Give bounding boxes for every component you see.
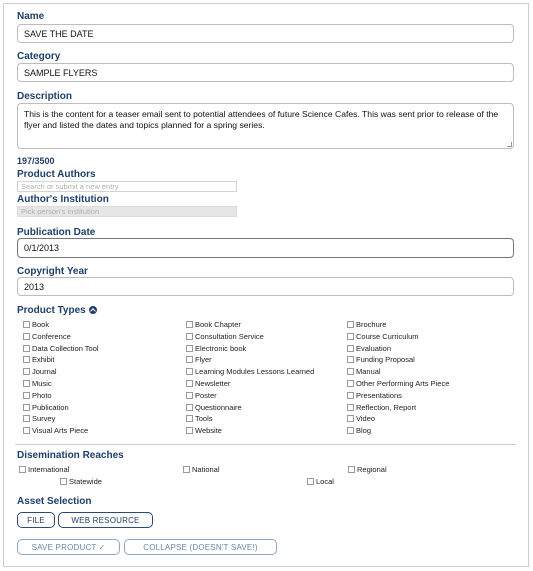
asset-selection-label: Asset Selection: [17, 496, 92, 507]
name-value: SAVE THE DATE: [24, 28, 94, 39]
product-type-checkbox[interactable]: [23, 403, 69, 412]
checkbox-icon[interactable]: [347, 427, 354, 434]
collapse-button[interactable]: [124, 539, 277, 555]
product-type-checkbox[interactable]: [186, 320, 241, 329]
dissemination-checkbox[interactable]: [19, 465, 69, 474]
checkbox-icon[interactable]: [186, 380, 193, 387]
dissemination-label: International: [28, 465, 70, 474]
product-type-checkbox[interactable]: [347, 320, 386, 329]
collapse-label: COLLAPSE (DOESN'T SAVE!): [143, 542, 258, 552]
product-type-checkbox[interactable]: [347, 391, 402, 400]
institution-label: Author's Institution: [17, 194, 109, 205]
product-type-checkbox[interactable]: [347, 344, 391, 353]
checkbox-icon[interactable]: [347, 345, 354, 352]
product-type-label: Survey: [32, 414, 56, 424]
checkbox-icon[interactable]: [23, 356, 30, 363]
product-type-checkbox[interactable]: [186, 355, 212, 364]
product-type-checkbox[interactable]: [23, 344, 99, 353]
checkbox-icon[interactable]: [19, 466, 26, 473]
web-resource-button[interactable]: [58, 512, 153, 528]
product-type-checkbox[interactable]: [23, 320, 49, 329]
product-type-label: Newsletter: [195, 379, 231, 388]
checkbox-icon[interactable]: [186, 427, 193, 434]
product-type-checkbox[interactable]: [186, 426, 222, 435]
checkbox-icon[interactable]: [23, 333, 30, 340]
product-type-label: Brochure: [356, 320, 387, 329]
product-type-label: Publication: [32, 402, 69, 412]
dissemination-checkbox[interactable]: [348, 465, 387, 474]
product-type-label: Reflection, Report: [356, 402, 417, 412]
checkbox-icon[interactable]: [23, 392, 30, 399]
product-type-checkbox[interactable]: [23, 367, 57, 376]
checkbox-icon[interactable]: [347, 321, 354, 328]
checkbox-icon[interactable]: [347, 368, 354, 375]
checkbox-icon[interactable]: [307, 478, 314, 485]
product-type-label: Electronic book: [195, 343, 247, 353]
copyright-year-field[interactable]: [17, 277, 514, 296]
checkbox-icon[interactable]: [183, 466, 190, 473]
dissemination-label: Disemination Reaches: [17, 450, 124, 461]
product-type-checkbox[interactable]: [23, 414, 55, 423]
dissemination-checkbox[interactable]: [183, 465, 220, 474]
dissemination-label: Statewide: [69, 477, 102, 486]
product-type-checkbox[interactable]: [23, 391, 52, 400]
product-type-label: Consultation Service: [195, 331, 264, 341]
product-types-label: [17, 305, 97, 316]
dissemination-label: Regional: [357, 465, 387, 474]
product-type-label: Photo: [32, 390, 52, 400]
dissemination-label: National: [192, 465, 220, 474]
product-type-label: Other Performing Arts Piece: [356, 379, 450, 388]
copyright-year-value: 2013: [24, 281, 45, 292]
authors-placeholder: Search or submit a new entry: [21, 182, 119, 191]
product-type-checkbox[interactable]: [186, 332, 264, 341]
checkbox-icon[interactable]: [186, 392, 193, 399]
institution-placeholder: Pick person's institution: [21, 207, 100, 216]
collapse-chevron-icon[interactable]: [89, 306, 97, 314]
authors-input[interactable]: [17, 181, 237, 192]
file-button[interactable]: [17, 512, 55, 528]
product-type-label: Book Chapter: [195, 320, 241, 329]
checkbox-icon[interactable]: [23, 404, 30, 411]
checkbox-icon[interactable]: [347, 404, 354, 411]
product-type-checkbox[interactable]: [347, 379, 449, 388]
product-type-checkbox[interactable]: [186, 379, 230, 388]
product-type-checkbox[interactable]: [23, 355, 55, 364]
description-field[interactable]: [17, 103, 514, 149]
divider: [15, 444, 516, 445]
product-type-label: Book: [32, 320, 50, 329]
save-product-button[interactable]: [17, 539, 120, 555]
checkbox-icon[interactable]: [186, 415, 193, 422]
product-type-label: Learning Modules Lessons Learned: [195, 367, 315, 377]
description-label: Description: [17, 91, 73, 102]
product-type-label: Funding Proposal: [356, 355, 415, 365]
checkbox-icon[interactable]: [348, 466, 355, 473]
web-resource-button-label: WEB RESOURCE: [71, 515, 140, 525]
product-type-checkbox[interactable]: [23, 332, 71, 341]
checkbox-icon[interactable]: [60, 478, 67, 485]
category-label: Category: [17, 51, 61, 62]
product-type-label: Questionnaire: [195, 402, 242, 412]
product-type-checkbox[interactable]: [347, 367, 381, 376]
checkbox-icon[interactable]: [186, 333, 193, 340]
publication-date-field[interactable]: [17, 238, 514, 258]
product-type-checkbox[interactable]: [186, 391, 217, 400]
product-type-checkbox[interactable]: [186, 414, 213, 423]
checkbox-icon[interactable]: [347, 392, 354, 399]
dissemination-checkbox[interactable]: [60, 477, 102, 486]
product-type-checkbox[interactable]: [186, 344, 246, 353]
product-type-label: Conference: [32, 331, 71, 341]
product-type-label: Evaluation: [356, 343, 392, 353]
description-value: This is the content for a teaser email sent to potential attendees of future Science Cafes. This was sent prior to release of the flyer and listed the dates and topics planned for a spring series.: [24, 109, 499, 130]
product-type-label: Course Curriculum: [356, 331, 419, 341]
checkbox-icon[interactable]: [347, 333, 354, 340]
checkbox-icon[interactable]: [23, 380, 30, 387]
checkbox-icon[interactable]: [347, 380, 354, 387]
product-type-label: Music: [32, 379, 52, 388]
authors-label: Product Authors: [17, 169, 96, 180]
product-type-checkbox[interactable]: [347, 414, 375, 423]
product-type-label: Website: [195, 426, 222, 436]
product-type-label: Blog: [356, 426, 372, 436]
checkbox-icon[interactable]: [186, 321, 193, 328]
dissemination-checkbox[interactable]: [307, 477, 334, 486]
product-type-label: Visual Arts Piece: [32, 426, 89, 436]
product-type-label: Journal: [32, 367, 57, 377]
product-type-label: Poster: [195, 390, 217, 400]
checkbox-icon[interactable]: [186, 368, 193, 375]
institution-select[interactable]: [17, 206, 237, 217]
checkbox-icon[interactable]: [23, 368, 30, 375]
resize-handle-icon[interactable]: [507, 142, 512, 147]
save-product-label: SAVE PRODUCT: [31, 542, 97, 552]
check-icon: ✓: [98, 542, 106, 552]
copyright-year-label: Copyright Year: [17, 266, 88, 277]
product-type-label: Video: [356, 414, 376, 424]
character-count: 197/3500: [17, 156, 55, 166]
checkbox-icon[interactable]: [23, 321, 30, 328]
product-type-label: Presentations: [356, 390, 402, 400]
publication-date-label: Publication Date: [17, 227, 96, 238]
dissemination-label: Local: [316, 477, 334, 486]
product-type-checkbox[interactable]: [186, 367, 314, 376]
file-button-label: FILE: [27, 515, 45, 525]
checkbox-icon[interactable]: [347, 356, 354, 363]
checkbox-icon[interactable]: [186, 404, 193, 411]
category-value: SAMPLE FLYERS: [24, 67, 98, 78]
product-type-checkbox[interactable]: [347, 403, 416, 412]
checkbox-icon[interactable]: [186, 345, 193, 352]
product-type-checkbox[interactable]: [347, 426, 371, 435]
product-type-label: Tools: [195, 414, 213, 424]
product-type-label: Exhibit: [32, 355, 55, 365]
checkbox-icon[interactable]: [23, 345, 30, 352]
product-type-checkbox[interactable]: [23, 379, 52, 388]
checkbox-icon[interactable]: [23, 415, 30, 422]
product-type-checkbox[interactable]: [186, 403, 242, 412]
checkbox-icon[interactable]: [186, 356, 193, 363]
name-field[interactable]: [17, 24, 514, 43]
product-type-checkbox[interactable]: [347, 332, 419, 341]
product-type-label: Manual: [356, 367, 381, 377]
product-type-checkbox[interactable]: [23, 426, 88, 435]
checkbox-icon[interactable]: [347, 415, 354, 422]
publication-date-value: 0/1/2013: [24, 243, 60, 253]
category-field[interactable]: [17, 63, 514, 82]
name-label: Name: [17, 11, 45, 22]
product-type-label: Flyer: [195, 355, 212, 365]
product-type-label: Data Collection Tool: [32, 343, 99, 353]
checkbox-icon[interactable]: [23, 427, 30, 434]
product-types-title: Product Types: [17, 305, 86, 316]
product-type-checkbox[interactable]: [347, 355, 415, 364]
